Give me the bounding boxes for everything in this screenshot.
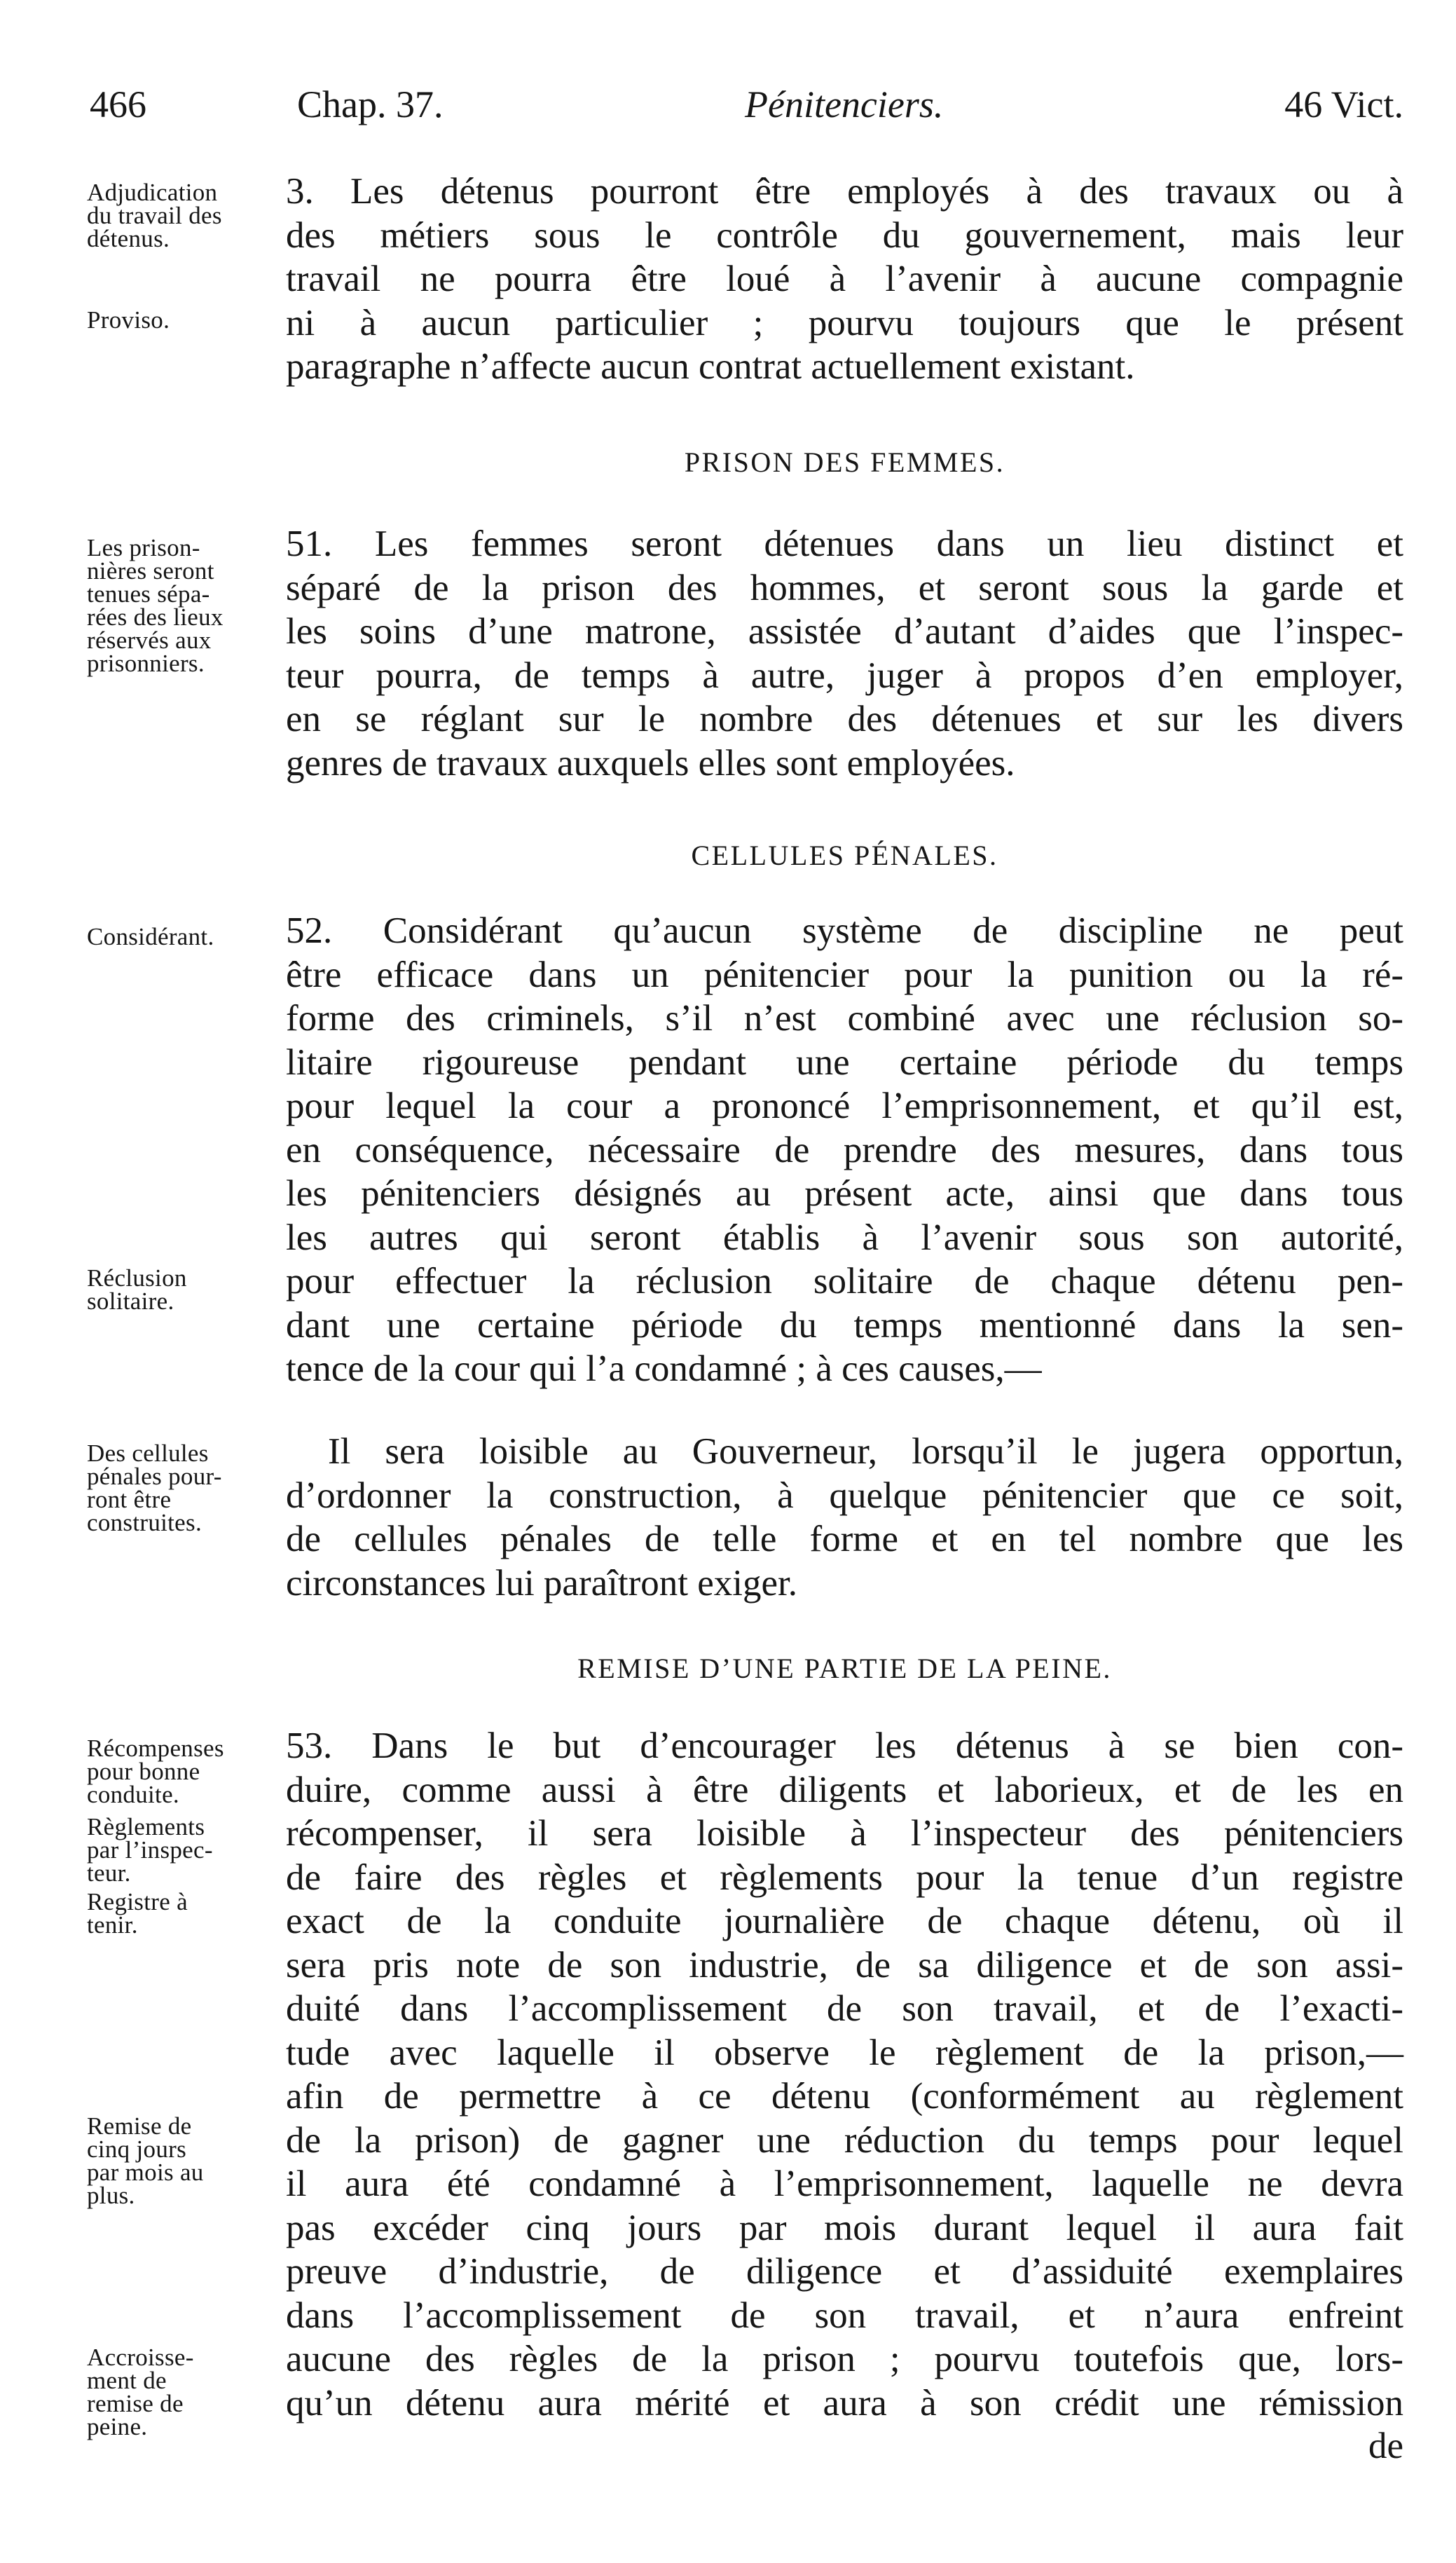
text-line: il aura été condamné à l’emprisonnement, laquelle ne devra [286, 2164, 1403, 2204]
margin-note-reclusion [87, 1266, 290, 1313]
margin-note-adjudication [87, 181, 290, 250]
margin-line: Règlements [87, 1813, 205, 1840]
page-number: 466 [90, 83, 146, 125]
margin-line: par l’inspec- [87, 1836, 213, 1864]
text-line: 3. Les détenus pourront être employés à des travaux ou à [286, 171, 1403, 212]
margin-line: Les prison- [87, 534, 200, 561]
text-line: dans l’accomplissement de son travail, et n’aura enfreint [286, 2295, 1403, 2336]
margin-line: nières seront [87, 557, 214, 585]
margin-line: conduite. [87, 1781, 179, 1808]
text-line: tence de la cour qui l’a condamné ; à ces causes,— [286, 1348, 1042, 1389]
catchword: de [1368, 2426, 1403, 2466]
paragraph-section-52-cellules [286, 1430, 1403, 1605]
margin-line: solitaire. [87, 1287, 174, 1315]
text-line: litaire rigoureuse pendant une certaine période du temps [286, 1041, 1403, 1083]
margin-line: Récompenses [87, 1735, 224, 1762]
text-line: en se réglant sur le nombre des détenues et sur les divers [286, 699, 1403, 739]
paragraph-section-3 [286, 170, 1403, 389]
margin-line: Réclusion [87, 1264, 187, 1292]
section-heading-remise: REMISE D’UNE PARTIE DE LA PEINE. [577, 1653, 1112, 1684]
margin-line: rées des lieux [87, 603, 224, 631]
text-line: afin de permettre à ce détenu (conformément au règlement [286, 2076, 1403, 2117]
text-line: récompenser, il sera loisible à l’inspecteur des pénitenciers [286, 1813, 1403, 1854]
margin-line: tenues sépa- [87, 580, 210, 608]
text-line: de la prison) de gagner une réduction du temps pour lequel [286, 2119, 1403, 2161]
text-line: dant une certaine période du temps mentionné dans la sen- [286, 1304, 1403, 1346]
margin-line: ment de [87, 2367, 167, 2394]
margin-line: construites. [87, 1509, 202, 1536]
text-line: tude avec laquelle il observe le règlement de la prison,— [286, 2032, 1403, 2073]
text-line: 53. Dans le but d’encourager les détenus à se bien con- [286, 1725, 1403, 1766]
section-heading-cellules-penales: CELLULES PÉNALES. [691, 840, 998, 871]
margin-note-remise [87, 2114, 290, 2207]
text-line: 52. Considérant qu’aucun système de discipline ne peut [286, 910, 1403, 951]
margin-note-accroissement [87, 2346, 290, 2438]
text-line: de cellules pénales de telle forme et en tel nombre que les [286, 1519, 1403, 1559]
text-line: les pénitenciers désignés au présent acte, ainsi que dans tous [286, 1173, 1403, 1214]
text-line: forme des criminels, s’il n’est combiné avec une réclusion so- [286, 998, 1403, 1039]
text-line: travail ne pourra être loué à l’avenir à aucune compagnie [286, 259, 1403, 299]
margin-line: Des cellules [87, 1440, 209, 1467]
text-line: 51. Les femmes seront détenues dans un lieu distinct et [286, 524, 1403, 564]
text-line: pour effectuer la réclusion solitaire de chaque détenu pen- [286, 1261, 1403, 1301]
margin-line: plus. [87, 2182, 135, 2209]
margin-line: peine. [87, 2413, 148, 2440]
text-line: exact de la conduite journalière de chaque détenu, où il [286, 1901, 1403, 1941]
paragraph-section-51 [286, 522, 1403, 785]
text-line: pas excéder cinq jours par mois durant lequel il aura fait [286, 2207, 1403, 2248]
text-line: preuve d’industrie, de diligence et d’assiduité exemplaires [286, 2251, 1403, 2292]
margin-note-recompenses [87, 1737, 290, 1806]
running-title: Pénitenciers. [745, 83, 944, 125]
margin-line: Adjudication [87, 179, 218, 206]
margin-line: Remise de [87, 2112, 192, 2140]
margin-line: détenus. [87, 225, 170, 252]
text-line: paragraphe n’affecte aucun contrat actuellement existant. [286, 346, 1135, 387]
margin-line: réservés aux [87, 627, 212, 654]
text-line: en conséquence, nécessaire de prendre des mesures, dans tous [286, 1129, 1403, 1170]
paragraph-section-53 [286, 1724, 1403, 2425]
text-line: duire, comme aussi à être diligents et laborieux, et de les en [286, 1769, 1403, 1810]
margin-line: pénales pour- [87, 1463, 222, 1490]
margin-line: ront être [87, 1486, 172, 1513]
text-line: teur pourra, de temps à autre, juger à propos d’en employer, [286, 655, 1403, 696]
text-line: genres de travaux auxquels elles sont employées. [286, 742, 1015, 784]
text-line: les soins d’une matrone, assistée d’autant d’aides que l’inspec- [286, 611, 1403, 652]
text-line: pour lequel la cour a prononcé l’emprisonnement, et qu’il est, [286, 1086, 1403, 1126]
text-line: de faire des règles et règlements pour la tenue d’un registre [286, 1857, 1403, 1898]
margin-line: cinq jours [87, 2135, 187, 2163]
page-header [90, 83, 1403, 139]
margin-note-proviso [87, 308, 290, 332]
text-line: circonstances lui paraîtront exiger. [286, 1562, 797, 1604]
margin-line: du travail des [87, 202, 222, 229]
text-line: des métiers sous le contrôle du gouvernement, mais leur [286, 214, 1403, 256]
margin-line: Registre à [87, 1888, 188, 1915]
margin-line: Accroisse- [87, 2344, 194, 2371]
margin-line: teur. [87, 1859, 131, 1887]
regnal-year: 46 Vict. [1284, 83, 1403, 125]
margin-line: par mois au [87, 2159, 204, 2186]
text-line: ni à aucun particulier ; pourvu toujours que le présent [286, 302, 1403, 343]
text-line: d’ordonner la construction, à quelque pénitencier que ce soit, [286, 1475, 1403, 1516]
text-line: les autres qui seront établis à l’avenir sous son autorité, [286, 1217, 1403, 1258]
margin-note-reglements [87, 1815, 290, 1885]
text-line: duité dans l’accomplissement de son travail, et de l’exacti- [286, 1988, 1403, 2029]
margin-line: prisonniers. [87, 650, 205, 677]
chapter-label: Chap. 37. [297, 83, 444, 125]
text-line: être efficace dans un pénitencier pour la punition ou la ré- [286, 954, 1403, 995]
margin-note-considerant [87, 925, 290, 948]
margin-note-registre [87, 1888, 290, 1939]
margin-note-cellules [87, 1442, 290, 1534]
margin-note-prisonnieres [87, 536, 290, 675]
margin-line: Considérant. [87, 923, 214, 950]
text-line: qu’un détenu aura mérité et aura à son crédit une rémission [286, 2382, 1403, 2424]
section-heading-prison-des-femmes: PRISON DES FEMMES. [684, 446, 1005, 478]
margin-line: pour bonne [87, 1758, 200, 1785]
paragraph-section-52 [286, 909, 1403, 1391]
margin-line: Proviso. [87, 306, 170, 334]
text-line: Il sera loisible au Gouverneur, lorsqu’il le jugera opportun, [328, 1431, 1403, 1472]
margin-line: remise de [87, 2390, 184, 2417]
text-line: sera pris note de son industrie, de sa diligence et de son assi- [286, 1944, 1403, 1986]
margin-line: tenir. [87, 1911, 138, 1939]
text-line: séparé de la prison des hommes, et seront sous la garde et [286, 567, 1403, 608]
text-line: aucune des règles de la prison ; pourvu toutefois que, lors- [286, 2339, 1403, 2379]
